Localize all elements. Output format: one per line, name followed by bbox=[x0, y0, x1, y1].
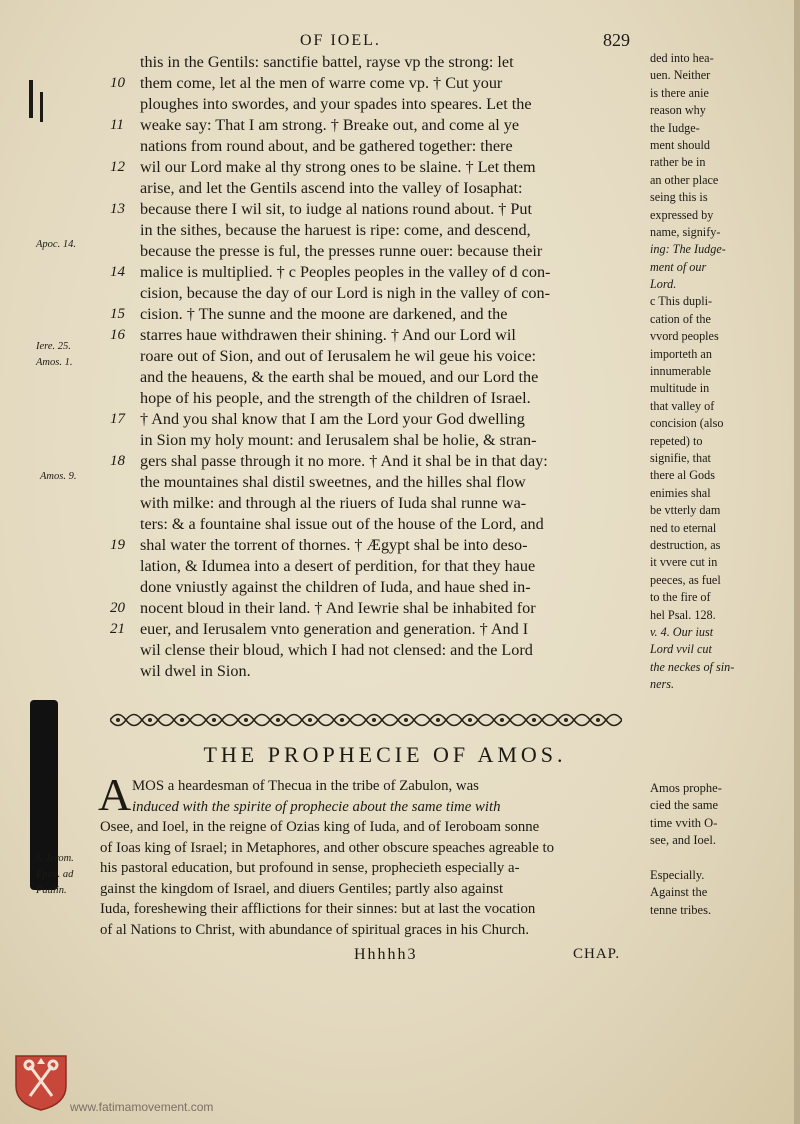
verse-line bbox=[110, 472, 645, 493]
ornament-band bbox=[110, 707, 622, 733]
gloss-line: seing this is bbox=[650, 190, 708, 205]
gloss-line: repeted) to bbox=[650, 433, 703, 448]
gloss-line: hel Psal. 128. bbox=[650, 607, 716, 622]
gloss-line: importeth an bbox=[650, 346, 712, 361]
verse-line bbox=[110, 94, 645, 115]
intro-gloss-line: cied the same bbox=[650, 798, 719, 813]
verse-text: starres haue withdrawen their shining. † And our Lord wil bbox=[140, 326, 516, 344]
verse-text: arise, and let the Gentils ascend into the valley of Iosaphat: bbox=[140, 179, 523, 197]
margin-ref-epist: Epist. ad bbox=[36, 869, 74, 880]
verse-line bbox=[110, 388, 645, 409]
verse-line bbox=[110, 220, 645, 241]
verse-number: 17 bbox=[110, 411, 125, 427]
verse-number: 12 bbox=[110, 159, 125, 175]
verse-text: weake say: That I am strong. † Breake out, and come al ye bbox=[140, 116, 520, 134]
intro-gloss-line bbox=[650, 850, 798, 867]
intro-line: induced with the spirite of prophecie about the same time with bbox=[132, 798, 501, 815]
verse-text: † And you shal know that I am the Lord your God dwelling bbox=[140, 410, 525, 428]
verse-column bbox=[110, 52, 645, 682]
verse-line bbox=[110, 157, 645, 178]
intro-line: of al Nations to Christ, with abundance of spiritual graces in his Church. bbox=[100, 921, 530, 938]
gloss-line: Lord vvil cut bbox=[650, 642, 712, 657]
verse-text: ters: & a fountaine shal issue out of the house of the Lord, and bbox=[140, 515, 544, 533]
verse-line bbox=[110, 556, 645, 577]
gloss-line: multitude in bbox=[650, 381, 710, 396]
intro-line: his pastoral education, but profound in sense, prophecieth especially a- bbox=[100, 860, 520, 876]
intro-argument bbox=[96, 776, 648, 940]
verse-line bbox=[110, 325, 645, 346]
verse-text: hope of his people, and the strength of the children of Israel. bbox=[140, 389, 531, 407]
verse-text: cision. † The sunne and the moone are darkened, and the bbox=[140, 305, 508, 323]
gloss-line: it vvere cut in bbox=[650, 555, 718, 570]
intro-line: of Ioas king of Israel; in Metaphores, and other obscure speaches agreable to bbox=[100, 839, 555, 856]
verse-line bbox=[110, 514, 645, 535]
intro-gloss-line: time vvith O- bbox=[650, 815, 718, 830]
verse-number: 11 bbox=[110, 117, 124, 133]
verse-line bbox=[110, 535, 645, 556]
margin-rule bbox=[40, 92, 43, 122]
gloss-line: peeces, as fuel bbox=[650, 572, 721, 587]
verse-text: lation, & Idumea into a desert of perdition, for that they haue bbox=[140, 557, 536, 575]
gloss-line: ded into hea- bbox=[650, 51, 714, 65]
margin-ref-amos-1: Amos. 1. bbox=[36, 357, 73, 368]
verse-line bbox=[110, 640, 645, 661]
verse-text: in Sion my holy mount: and Ierusalem shal be holie, & stran- bbox=[140, 431, 537, 449]
gloss-line: destruction, as bbox=[650, 537, 721, 552]
verse-text: done vniustly against the children of Iuda, and haue shed in- bbox=[140, 578, 531, 596]
verse-number: 21 bbox=[110, 621, 125, 637]
verse-text: gers shal passe through it no more. † And it shal be in that day: bbox=[140, 452, 548, 470]
verse-text: wil clense their bloud, which I had not clensed: and the Lord bbox=[140, 641, 533, 659]
verse-number: 15 bbox=[110, 306, 125, 322]
verse-line bbox=[110, 304, 645, 325]
gloss-line: reason why bbox=[650, 103, 706, 118]
verse-number: 20 bbox=[110, 600, 125, 616]
margin-ref-ierom: S. Ierom. bbox=[36, 853, 74, 864]
gloss-line: an other place bbox=[650, 172, 719, 187]
gloss-line: enimies shal bbox=[650, 485, 711, 500]
gloss-line: Lord. bbox=[650, 277, 677, 292]
running-title: OF IOEL. bbox=[300, 32, 381, 49]
verse-text: the mountaines shal distil sweetnes, and the hilles shal flow bbox=[140, 473, 526, 491]
gloss-line: that valley of bbox=[650, 398, 715, 413]
verse-line bbox=[110, 52, 645, 73]
verse-number: 14 bbox=[110, 264, 125, 280]
gloss-line: rather be in bbox=[650, 155, 706, 170]
intro-line: Osee, and Ioel, in the reigne of Ozias king of Iuda, and of Ieroboam sonne bbox=[100, 819, 540, 835]
gloss-line: ned to eternal bbox=[650, 520, 717, 535]
intro-gloss-line: tenne tribes. bbox=[650, 902, 712, 917]
verse-line bbox=[110, 367, 645, 388]
gloss-line: cation of the bbox=[650, 311, 711, 326]
verse-line bbox=[110, 262, 645, 283]
margin-rule bbox=[29, 80, 33, 118]
verse-line bbox=[110, 115, 645, 136]
verse-number: 13 bbox=[110, 201, 125, 217]
verse-number: 19 bbox=[110, 537, 125, 553]
verse-line bbox=[110, 346, 645, 367]
verse-line bbox=[110, 241, 645, 262]
intro-line: Iuda, foreshewing their afflictions for their sinnes: but at last the vocation bbox=[100, 901, 536, 917]
gloss-line: v. 4. Our iust bbox=[650, 624, 714, 639]
verse-line bbox=[110, 619, 645, 640]
verse-text: and the heauens, & the earth shal be moued, and our Lord the bbox=[140, 368, 539, 386]
verse-text: them come, let al the men of warre come vp. † Cut your bbox=[140, 74, 503, 92]
gloss-line: vvord peoples bbox=[650, 329, 719, 344]
verse-text: because the presse is ful, the presses runne ouer: because their bbox=[140, 242, 543, 260]
gloss-line: c This dupli- bbox=[650, 294, 713, 309]
gloss-line: signifie, that bbox=[650, 450, 711, 465]
verse-line bbox=[110, 136, 645, 157]
gloss-line: the neckes of sin- bbox=[650, 659, 735, 674]
gloss-line: name, signify- bbox=[650, 224, 721, 239]
margin-ref-apoc: Apoc. 14. bbox=[36, 239, 76, 250]
page-number: 829 bbox=[603, 30, 630, 50]
gloss-line: ners. bbox=[650, 677, 675, 692]
gloss-line: ing: The Iudge- bbox=[650, 242, 726, 257]
gloss-line: expressed by bbox=[650, 207, 714, 222]
gloss-line: concision (also bbox=[650, 416, 724, 431]
gloss-line: uen. Neither bbox=[650, 68, 711, 83]
verse-number: 10 bbox=[110, 75, 125, 91]
margin-ref-iere: Iere. 25. bbox=[36, 341, 71, 352]
verse-line bbox=[110, 409, 645, 430]
margin-ref-paulin: Paulin. bbox=[36, 885, 67, 896]
gloss-line: is there anie bbox=[650, 85, 709, 100]
gloss-line: to the fire of bbox=[650, 590, 711, 605]
verse-text: malice is multiplied. † c Peoples peoples in the valley of d con- bbox=[140, 263, 551, 281]
intro-gloss-line: Especially. bbox=[650, 867, 705, 882]
fatima-movement-logo-icon bbox=[12, 1052, 70, 1112]
watermark-site: www.fatimamovement.com bbox=[70, 1100, 214, 1114]
verse-line bbox=[110, 493, 645, 514]
gloss-line: the Iudge- bbox=[650, 120, 700, 135]
verse-text: nocent bloud in their land. † And Iewrie shal be inhabited for bbox=[140, 599, 536, 617]
verse-text: roare out of Sion, and out of Ierusalem he wil geue his voice: bbox=[140, 347, 537, 365]
verse-line bbox=[110, 577, 645, 598]
verse-text: wil dwel in Sion. bbox=[140, 662, 251, 680]
gloss-line: there al Gods bbox=[650, 468, 715, 483]
gloss-line: innumerable bbox=[650, 364, 711, 379]
verse-number: 18 bbox=[110, 453, 125, 469]
verse-text: ploughes into swordes, and your spades into speares. Let the bbox=[140, 95, 532, 113]
gloss-column bbox=[650, 50, 798, 693]
gloss-line: be vtterly dam bbox=[650, 503, 721, 518]
intro-gloss-line: Amos prophe- bbox=[650, 781, 722, 795]
verse-text: this in the Gentils: sanctifie battel, rayse vp the strong: let bbox=[140, 53, 514, 71]
verse-line bbox=[110, 199, 645, 220]
verse-text: cision, because the day of our Lord is nigh in the valley of con- bbox=[140, 284, 550, 302]
intro-line: gainst the kingdom of Israel, and diuers Gentiles; partly also against bbox=[100, 880, 504, 897]
gloss-line: ment should bbox=[650, 137, 710, 152]
drop-cap: A bbox=[98, 769, 132, 820]
catchword: CHAP. bbox=[573, 946, 621, 962]
verse-number: 16 bbox=[110, 327, 125, 343]
intro-gloss-line: see, and Ioel. bbox=[650, 833, 716, 848]
signature-mark: Hhhhh3 bbox=[354, 946, 418, 963]
verse-line bbox=[110, 178, 645, 199]
intro-gloss-line: Against the bbox=[650, 885, 708, 900]
intro-gloss-column bbox=[650, 780, 798, 919]
verse-text: in the sithes, because the haruest is ripe: come, and descend, bbox=[140, 221, 531, 239]
verse-text: euer, and Ierusalem vnto generation and generation. † And I bbox=[140, 620, 529, 638]
verse-line bbox=[110, 451, 645, 472]
verse-line bbox=[110, 283, 645, 304]
margin-ref-amos-9: Amos. 9. bbox=[40, 471, 77, 482]
verse-text: nations from round about, and be gathered together: there bbox=[140, 137, 513, 155]
book-title: THE PROPHECIE OF AMOS. bbox=[203, 742, 567, 767]
verse-line bbox=[110, 430, 645, 451]
verse-line bbox=[110, 598, 645, 619]
verse-text: because there I wil sit, to iudge al nations round about. † Put bbox=[140, 200, 533, 218]
verse-line bbox=[110, 661, 645, 682]
intro-line: MOS a heardesman of Thecua in the tribe of Zabulon, was bbox=[132, 778, 479, 794]
verse-line bbox=[110, 73, 645, 94]
verse-text: wil our Lord make al thy strong ones to be slaine. † Let them bbox=[140, 158, 536, 176]
verse-text: with milke: and through al the riuers of Iuda shal runne wa- bbox=[140, 494, 527, 512]
gloss-line: ment of our bbox=[650, 259, 707, 274]
verse-text: shal water the torrent of thornes. † Ægypt shal be into deso- bbox=[140, 536, 528, 554]
